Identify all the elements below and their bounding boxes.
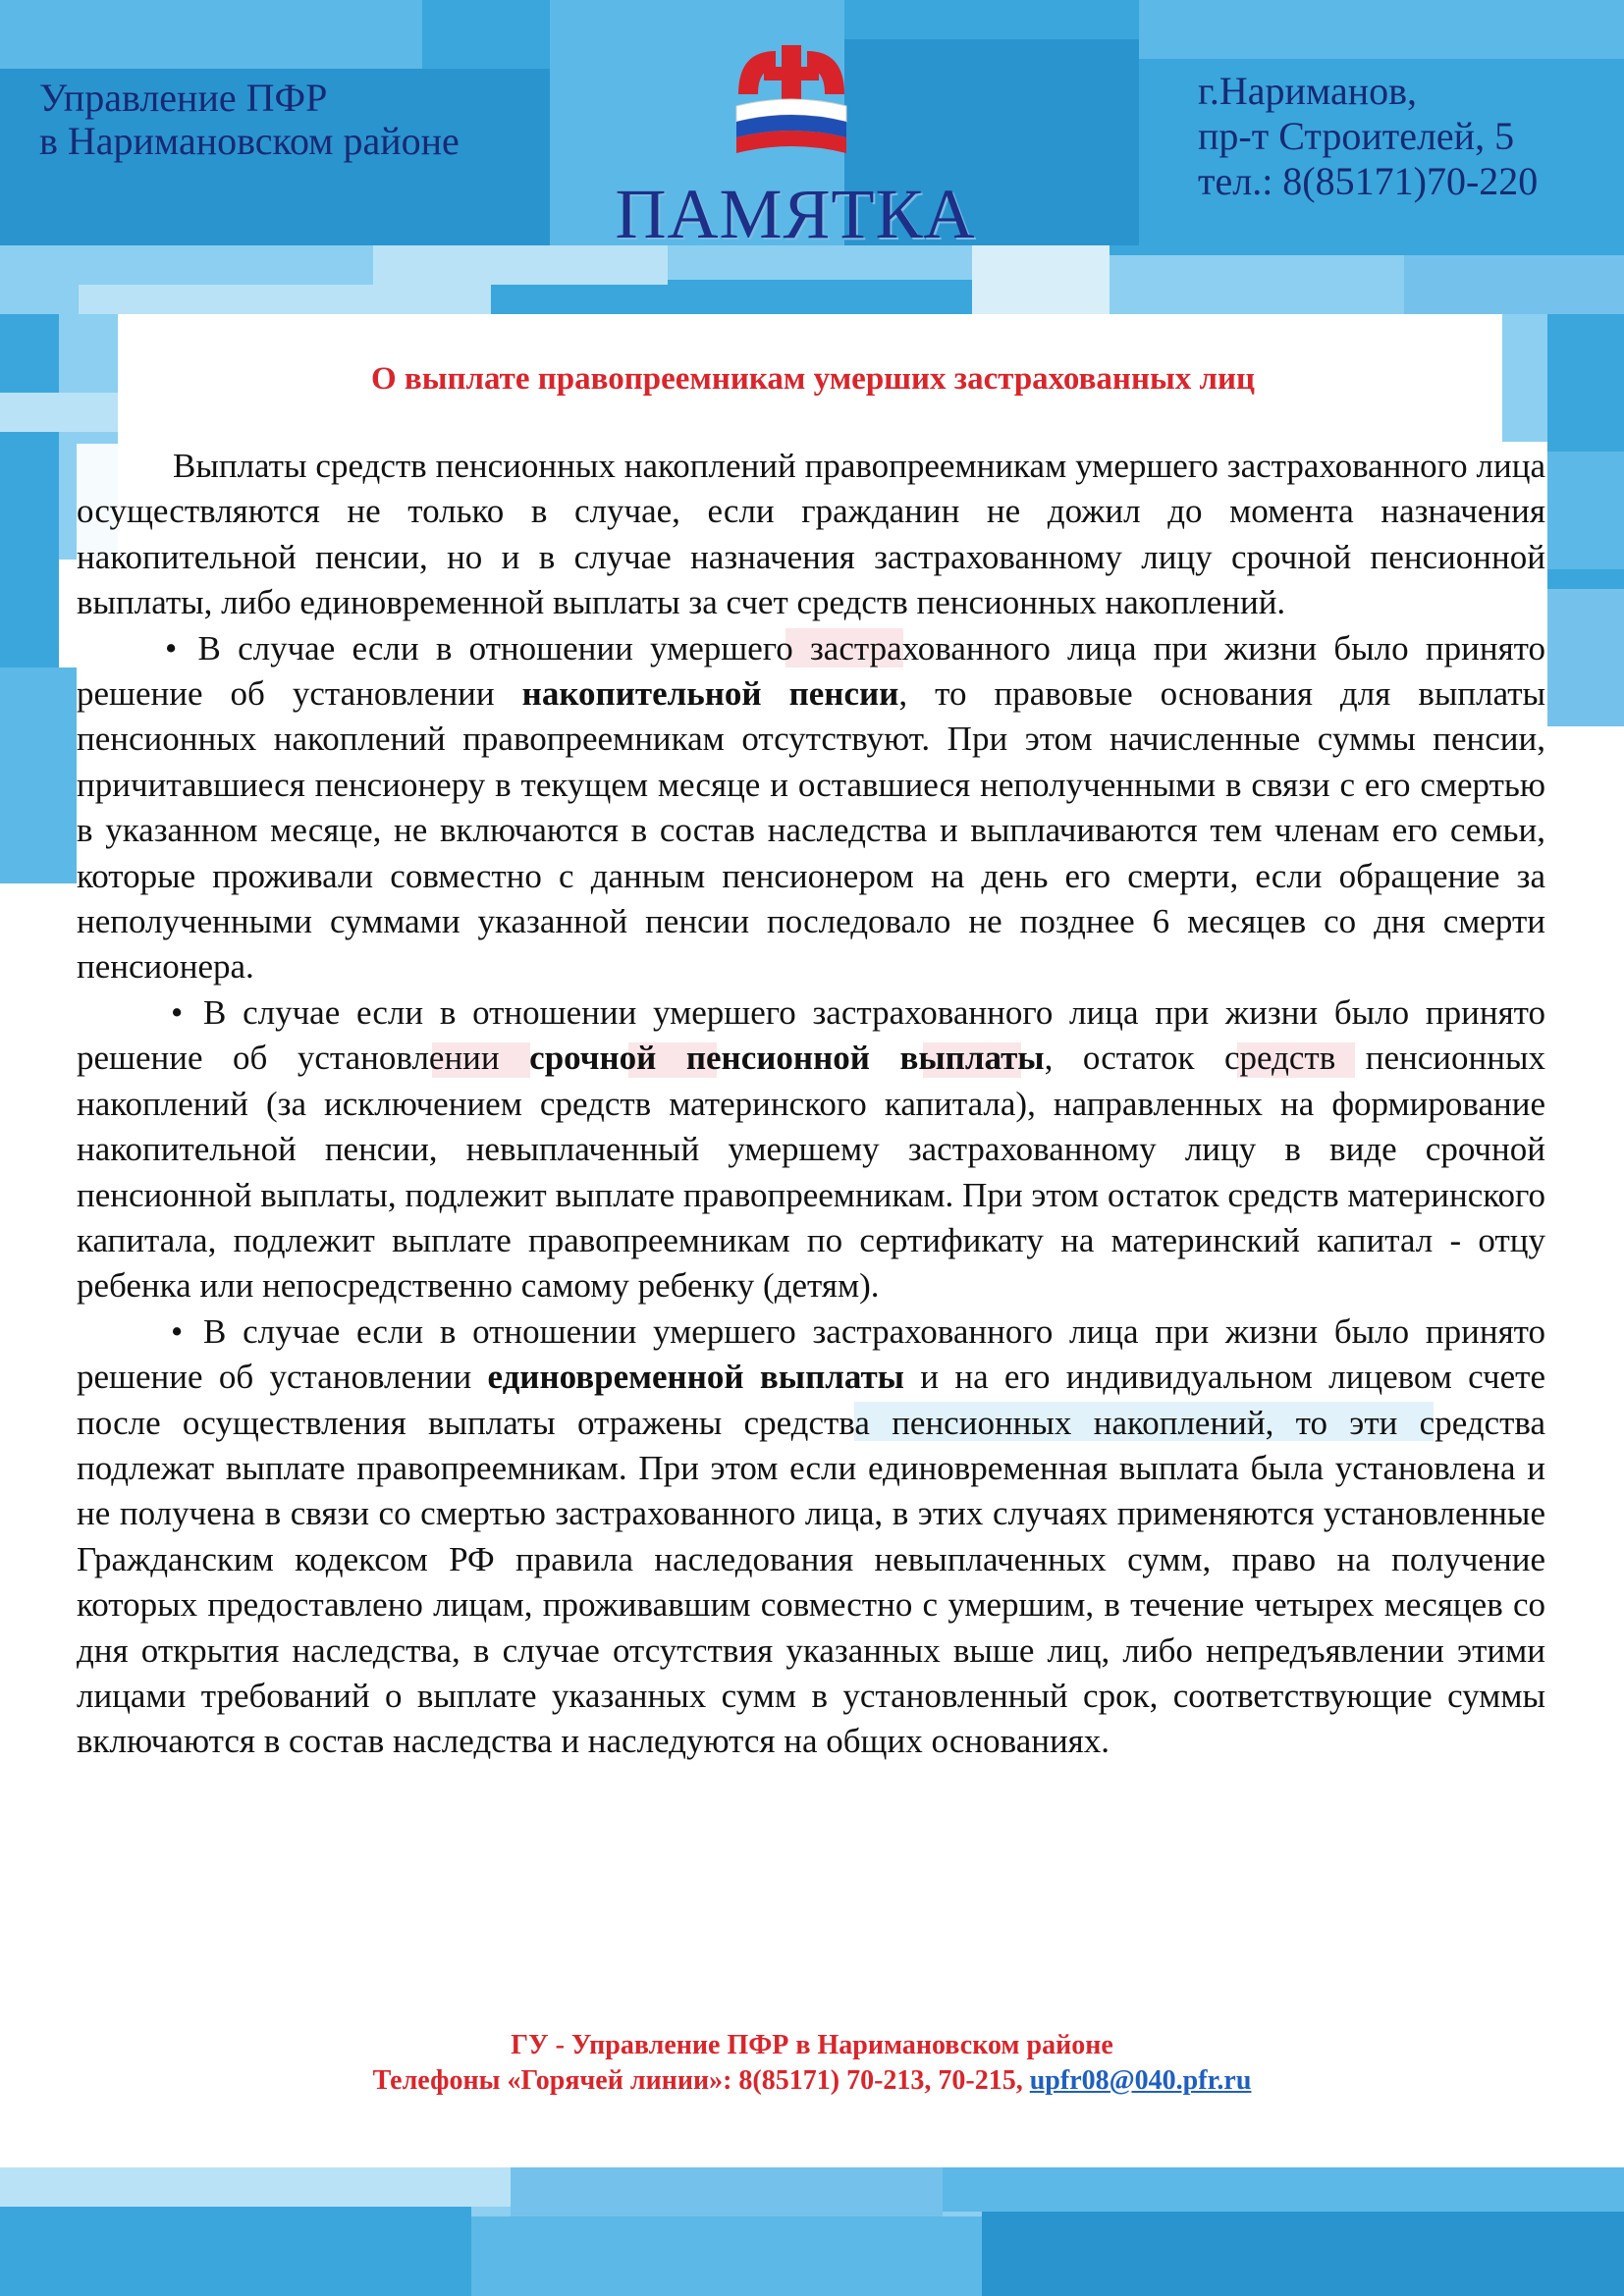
contact-address	[1198, 69, 1538, 204]
paragraph-fixed-term-payment	[77, 990, 1545, 1309]
paragraph-lump-sum-payment	[77, 1309, 1545, 1765]
email-link[interactable]: upfr08@040.pfr.ru	[1029, 2065, 1252, 2096]
emphasis-text: единовременной выплаты	[487, 1358, 904, 1397]
address-line-1: г.Нариманов,	[1198, 69, 1418, 113]
emphasis-text: срочной пенсионной выплаты	[529, 1039, 1045, 1078]
paragraph-text: и на его индивидуальном лицевом счете после осуществления выплаты отражены средства пенсионных накоплений, то эти средства подлежат выплате правопреемникам. При этом если единовременная выплата была установлена и не получена в связи со смертью застрахованного лица, в этих случаях применяются установленные Гражданским кодексом РФ правила наследования невыплаченных сумм, право на получение которых предоставлено лицам, проживавшим совместно с умершим, в течение четырех месяцев со дня открытия наследства, в случае отсутствия указанных выше лиц, либо непредъявлении этими лицами требований о выплате указанных сумм в установленный срок, соответствующие суммы включаются в состав наследства и наследуются на общих основаниях.	[77, 1358, 1545, 1761]
organization-name	[39, 77, 460, 163]
paragraph-intro: Выплаты средств пенсионных накоплений правопреемникам умершего застрахованного лица осуществляются не только в случае, если гражданин не дожил до момента назначения накопительной пенсии, но и в случае назначения застрахованному лицу срочной пенсионной выплаты, либо единовременной выплаты за счет средств пенсионных накоплений.	[77, 444, 1545, 626]
memo-body	[77, 444, 1545, 1765]
footer-contacts	[147, 2028, 1477, 2099]
bullet-marker: •	[171, 1311, 184, 1351]
document-type-heading: ПАМЯТКА	[615, 175, 976, 253]
footer-organization: ГУ - Управление ПФР в Наримановском районе	[511, 2030, 1113, 2060]
org-line-2: в Наримановском районе	[39, 119, 460, 163]
paragraph-text: В случае если в отношении умершего застрахованного лица при жизни было принято решение об установлении	[77, 1311, 1546, 1397]
paragraph-accumulative-pension	[77, 626, 1545, 990]
address-line-2: пр-т Строителей, 5	[1198, 114, 1515, 158]
memo-title: О выплате правопреемникам умерших застрахованных лиц	[370, 361, 1256, 397]
pfr-logo-icon	[725, 37, 858, 165]
footer-hotline	[147, 2063, 1477, 2099]
paragraph-text: В случае если в отношении умершего застрахованного лица при жизни было принято решение об установлении	[77, 992, 1546, 1078]
bullet-marker: •	[165, 628, 178, 667]
bullet-marker: •	[171, 992, 184, 1032]
emphasis-text: накопительной пенсии	[521, 674, 899, 714]
paragraph-text: В случае если в отношении умершего застрахованного лица при жизни было принято решение об установлении	[77, 628, 1546, 714]
footer-phones: Телефоны «Горячей линии»: 8(85171) 70-213, 70-215,	[372, 2065, 1030, 2096]
address-line-3: тел.: 8(85171)70-220	[1198, 159, 1539, 203]
paragraph-text: , остаток средств пенсионных накоплений (за исключением средств материнского капитала), направленных на формирование накопительной пенсии, невыплаченный умершему застрахованному лицу в виде срочной пенсионной выплаты, подлежит выплате правопреемникам. При этом остаток средств материнского капитала, подлежит выплате правопреемникам по сертификату на материнский капитал - отцу ребенка или непосредственно самому ребенку (детям).	[77, 1039, 1546, 1306]
paragraph-text: , то правовые основания для выплаты пенсионных накоплений правопреемникам отсутствуют. При этом начисленные суммы пенсии, причитавшиеся пенсионеру в текущем месяце и оставшиеся неполученными в связи с его смертью в указанном месяце, не включаются в состав наследства и выплачиваются тем членам его семьи, которые проживали совместно с данным пенсионером на день его смерти, если обращение за неполученными суммами указанной пенсии последовало не позднее 6 месяцев со дня смерти пенсионера.	[77, 674, 1546, 987]
org-line-1: Управление ПФР	[39, 76, 328, 120]
